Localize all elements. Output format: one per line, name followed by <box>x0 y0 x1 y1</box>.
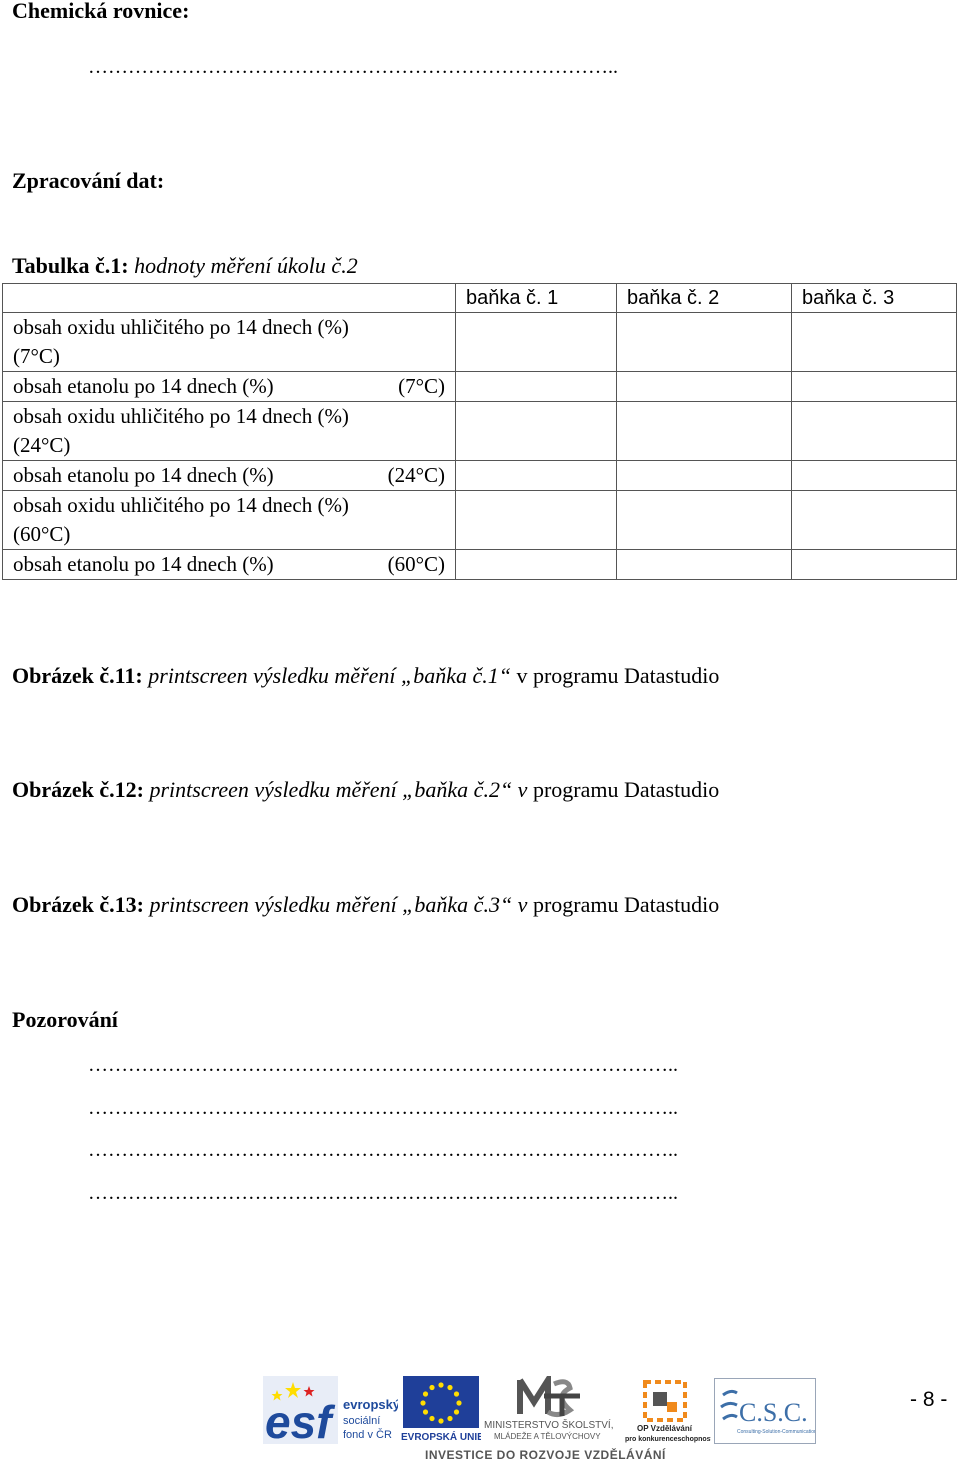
input-cell[interactable] <box>456 313 617 372</box>
footer-tagline: INVESTICE DO ROZVOJE VZDĚLÁVÁNÍ <box>425 1448 666 1462</box>
row-label-temp: (24°C) <box>387 463 445 487</box>
equation-answer-line: …………………………………………………………………….. <box>88 56 618 78</box>
input-cell[interactable] <box>792 372 957 402</box>
observation-line: …………………………………………………………………………….. <box>88 1139 678 1161</box>
row-label-temp: (60°C) <box>387 552 445 576</box>
observation-heading: Pozorování <box>12 1007 118 1032</box>
figure-caption-prefix: Obrázek č.11: <box>12 663 143 688</box>
observation-line: …………………………………………………………………………….. <box>88 1182 678 1204</box>
table-row <box>3 550 957 580</box>
row-label-temp: (60°C) <box>13 522 71 546</box>
row-label <box>3 372 456 402</box>
input-cell[interactable] <box>617 372 792 402</box>
input-cell[interactable] <box>792 491 957 550</box>
row-label <box>3 461 456 491</box>
op-line2: pro konkurenceschopnost <box>625 1436 711 1443</box>
csc-label: C.S.C. <box>739 1398 808 1427</box>
row-label <box>3 313 456 372</box>
eu-label: EVROPSKÁ UNIE <box>401 1432 481 1443</box>
row-label-temp: (7°C) <box>398 374 445 398</box>
input-cell[interactable] <box>456 491 617 550</box>
table-row <box>3 402 957 461</box>
table-row <box>3 461 957 491</box>
input-cell[interactable] <box>617 491 792 550</box>
figure-caption-prefix: Obrázek č.13: <box>12 892 144 917</box>
esf-line3: fond v ČR <box>343 1429 392 1441</box>
input-cell[interactable] <box>617 313 792 372</box>
input-cell[interactable] <box>792 313 957 372</box>
table-header-row <box>3 284 957 313</box>
table-header-cell: baňka č. 2 <box>617 284 792 313</box>
msmt-line2: MLÁDEŽE A TĚLOVÝCHOVY <box>494 1432 601 1441</box>
figure-caption-rest: programu Datastudio <box>527 892 720 917</box>
csc-logo <box>714 1378 816 1444</box>
figure-caption-12 <box>12 777 719 803</box>
row-label-text: obsah etanolu po 14 dnech (%) <box>13 374 274 398</box>
input-cell[interactable] <box>456 550 617 580</box>
table-row <box>3 372 957 402</box>
op-logo <box>623 1376 711 1444</box>
row-label <box>3 550 456 580</box>
msmt-line1: MINISTERSTVO ŠKOLSTVÍ, <box>484 1420 614 1431</box>
row-label <box>3 402 456 461</box>
msmt-logo <box>484 1376 620 1444</box>
row-label-text: obsah oxidu uhličitého po 14 dnech (%) <box>13 493 349 517</box>
op-line1: OP Vzdělávání <box>637 1424 692 1433</box>
table-header-cell: baňka č. 3 <box>792 284 957 313</box>
row-label-text: obsah oxidu uhličitého po 14 dnech (%) <box>13 315 349 339</box>
input-cell[interactable] <box>617 402 792 461</box>
svg-text:esf: esf <box>265 1396 332 1444</box>
input-cell[interactable] <box>456 372 617 402</box>
observation-line: …………………………………………………………………………….. <box>88 1054 678 1076</box>
table-caption <box>12 253 358 279</box>
figure-caption-italic: printscreen výsledku měření „baňka č.1“ <box>142 663 511 688</box>
csc-sub: Consulting-Solution-Communication <box>737 1429 815 1435</box>
esf-logo <box>263 1376 398 1444</box>
measurement-table <box>2 283 957 580</box>
table-header-empty <box>3 284 456 313</box>
figure-caption-11 <box>12 663 719 689</box>
esf-line1: evropský <box>343 1397 398 1412</box>
table-row <box>3 491 957 550</box>
row-label-text: obsah etanolu po 14 dnech (%) <box>13 552 274 576</box>
figure-caption-prefix: Obrázek č.12: <box>12 777 144 802</box>
row-label-text: obsah etanolu po 14 dnech (%) <box>13 463 274 487</box>
equation-heading: Chemická rovnice: <box>12 0 190 23</box>
data-processing-heading: Zpracování dat: <box>12 168 165 193</box>
figure-caption-italic: printscreen výsledku měření „baňka č.2“ v <box>143 777 528 802</box>
table-header-cell: baňka č. 1 <box>456 284 617 313</box>
row-label-temp: (24°C) <box>13 433 71 457</box>
page-number: - 8 - <box>910 1388 948 1411</box>
input-cell[interactable] <box>617 461 792 491</box>
row-label-temp: (7°C) <box>13 344 60 368</box>
table-row <box>3 313 957 372</box>
input-cell[interactable] <box>792 402 957 461</box>
figure-caption-italic: printscreen výsledku měření „baňka č.3“ v <box>143 892 528 917</box>
row-label <box>3 491 456 550</box>
eu-flag-logo <box>401 1376 481 1444</box>
input-cell[interactable] <box>792 461 957 491</box>
input-cell[interactable] <box>456 402 617 461</box>
esf-line2: sociální <box>343 1415 381 1427</box>
table-caption-text: hodnoty měření úkolu č.2 <box>128 253 358 278</box>
observation-line: …………………………………………………………………………….. <box>88 1097 678 1119</box>
input-cell[interactable] <box>456 461 617 491</box>
figure-caption-rest: v programu Datastudio <box>510 663 720 688</box>
input-cell[interactable] <box>792 550 957 580</box>
figure-caption-13 <box>12 892 719 918</box>
figure-caption-rest: programu Datastudio <box>527 777 720 802</box>
table-caption-prefix: Tabulka č.1: <box>12 253 129 278</box>
input-cell[interactable] <box>617 550 792 580</box>
row-label-text: obsah oxidu uhličitého po 14 dnech (%) <box>13 404 349 428</box>
